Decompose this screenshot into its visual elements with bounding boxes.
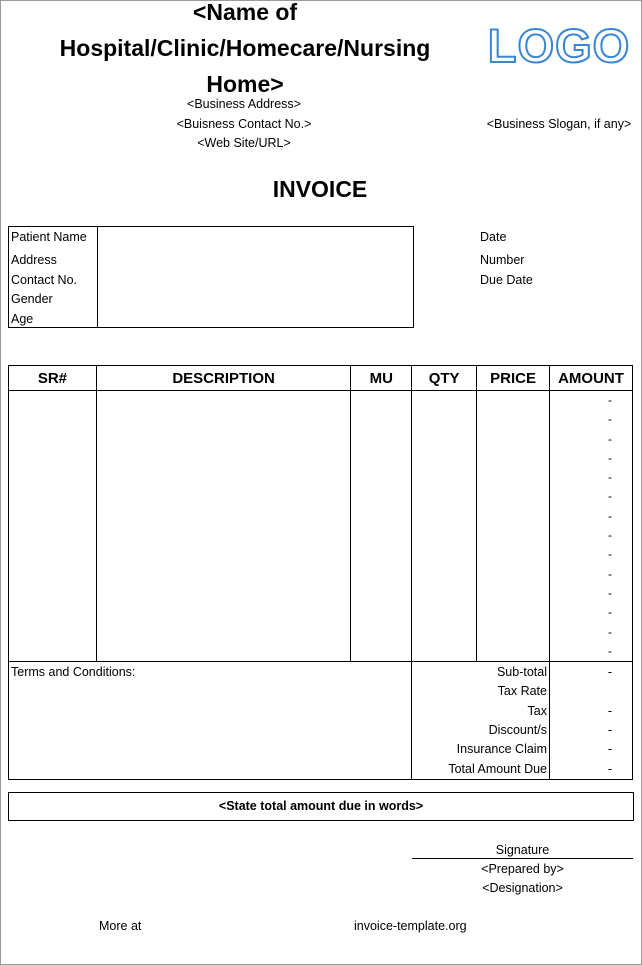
terms-label: Terms and Conditions: xyxy=(11,665,136,680)
amount-dash: - xyxy=(608,450,612,465)
business-website: <Web Site/URL> xyxy=(197,136,291,150)
org-name-line-2: Hospital/Clinic/Homecare/Nursing xyxy=(59,35,431,61)
organization-name xyxy=(30,0,460,102)
tax-label: Tax xyxy=(527,703,547,718)
patient-name-label: Patient Name xyxy=(11,230,87,244)
items-header-row xyxy=(9,366,633,391)
amount-dash: - xyxy=(608,508,612,523)
signature-label: Signature xyxy=(495,843,550,857)
insurance-claim-label: Insurance Claim xyxy=(456,742,547,757)
amount-dash: - xyxy=(608,547,612,562)
amount-dash: - xyxy=(608,624,612,639)
designation: <Designation> xyxy=(482,881,563,895)
patient-box-divider xyxy=(97,227,98,327)
org-name-line-3: Home> xyxy=(206,71,284,97)
insurance-claim-value: - xyxy=(607,742,612,757)
amount-dash: - xyxy=(608,585,612,600)
subtotal-value: - xyxy=(607,665,612,680)
header-sr: SR# xyxy=(9,366,97,391)
discount-label: Discount/s xyxy=(488,723,547,738)
subtotal-label: Sub-total xyxy=(496,665,547,680)
logo: LOGO xyxy=(487,19,631,72)
patient-info-box xyxy=(8,226,414,328)
amount-dash: - xyxy=(608,470,612,485)
items-body-row xyxy=(9,391,633,662)
header-mu: MU xyxy=(351,366,412,391)
tax-rate-label: Tax Rate xyxy=(497,684,547,699)
header-qty: QTY xyxy=(412,366,477,391)
amount-dash: - xyxy=(608,643,612,658)
amount-dash: - xyxy=(608,605,612,620)
signature-line xyxy=(412,858,633,859)
tax-value: - xyxy=(607,703,612,718)
terms-and-conditions[interactable] xyxy=(9,662,412,780)
tax-rate-value xyxy=(550,682,632,701)
amount-dash: - xyxy=(608,431,612,446)
business-slogan: <Business Slogan, if any> xyxy=(486,117,632,131)
amount-dash: - xyxy=(608,412,612,427)
prepared-by: <Prepared by> xyxy=(481,862,564,876)
total-amount-due-value: - xyxy=(607,761,612,776)
header-amount: AMOUNT xyxy=(550,366,633,391)
amount-dash: - xyxy=(608,566,612,581)
summary-row xyxy=(9,662,633,780)
business-address: <Business Address> xyxy=(187,97,301,111)
header-price: PRICE xyxy=(477,366,550,391)
summary-labels xyxy=(412,662,550,780)
invoice-title: INVOICE xyxy=(272,176,368,202)
due-date-label: Due Date xyxy=(480,273,533,287)
business-contact: <Buisness Contact No.> xyxy=(176,117,312,131)
summary-values xyxy=(550,662,633,780)
amount-dash: - xyxy=(608,489,612,504)
mu-column[interactable] xyxy=(351,391,412,662)
footer-more-at: More at xyxy=(99,919,142,933)
header-description: DESCRIPTION xyxy=(96,366,351,391)
price-column[interactable] xyxy=(477,391,550,662)
qty-column[interactable] xyxy=(412,391,477,662)
amount-column[interactable] xyxy=(550,391,633,662)
amount-dash: - xyxy=(608,528,612,543)
sr-column[interactable] xyxy=(9,391,97,662)
org-name-line-1: <Name of xyxy=(192,0,298,25)
items-table xyxy=(8,365,633,776)
patient-age-label: Age xyxy=(11,312,34,326)
date-label: Date xyxy=(480,230,507,244)
number-label: Number xyxy=(480,253,525,267)
footer-site-link[interactable]: invoice-template.org xyxy=(354,919,467,933)
amount-dash: - xyxy=(608,393,612,407)
total-amount-due-label: Total Amount Due xyxy=(448,761,547,776)
amount-in-words-box: <State total amount due in words> xyxy=(8,792,634,821)
discount-value: - xyxy=(607,723,612,738)
patient-address-label: Address xyxy=(11,253,57,267)
patient-contact-label: Contact No. xyxy=(11,273,78,287)
patient-gender-label: Gender xyxy=(11,292,53,306)
description-column[interactable] xyxy=(96,391,351,662)
